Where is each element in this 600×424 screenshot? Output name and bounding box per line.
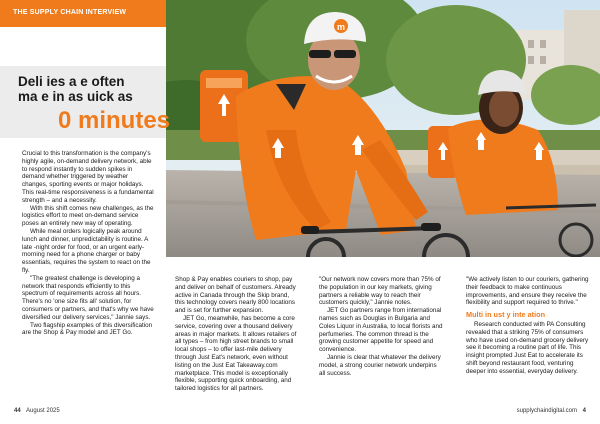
article-column-4 <box>466 276 590 376</box>
issue-date: August 2025 <box>26 408 60 414</box>
article-column-3 <box>319 276 443 377</box>
paragraph: Shop & Pay enables couriers to shop, pay and deliver on behalf of customers. Already active in Canada through the Skip brand, this technology covers nearly 800 locations and is set for further expansion. <box>175 276 296 315</box>
headline-line-2: ma e in as uick as <box>18 89 133 104</box>
section-subhead: Multi in ust y inte ation <box>466 310 546 320</box>
section-label: THE SUPPLY CHAIN INTERVIEW <box>13 9 127 16</box>
paragraph: JET Go, meanwhile, has become a core service, covering over a thousand delivery areas in major markets. It allows retailers of all types – from high street brands to small local shops – to offer last-mile delivery through Just Eat's network, even without listing on the Just Eat Takeaway.com marketplace. This model is exceptionally flexible, supporting quick onboarding, and tailored logistics for all partners. <box>175 314 297 393</box>
headline <box>18 74 168 104</box>
page-number-left: 44 <box>14 408 21 414</box>
paragraph: Crucial to this transformation is the company's highly agile, on-demand delivery network, able to respond instantly to sudden spikes in demand whether triggered by weather changes, sporting events or major holidays. This real-time responsiveness is a fundamental strength – and a necessity. <box>22 150 154 204</box>
paragraph: While meal orders logically peak around lunch and dinner, unpredictability is routine. A late -night order for food, or an urgent early-morning need for a phone charger or baby essentials, requires the system to react on the fly. <box>22 227 151 274</box>
helmet-logo: m <box>337 22 346 32</box>
paragraph: Two flagship examples of this diversification are the Shop & Pay model and JET Go. <box>22 321 153 337</box>
article-column-2 <box>175 276 299 393</box>
footer-left <box>14 408 60 414</box>
paragraph: Jannie is clear that whatever the delivery model, a strong courier network underpins all success. <box>319 353 441 377</box>
paragraph: JET Go partners range from international names such as Douglas in Bulgaria and Coles Liquor in Australia, to local florists and perfumeries. The common thread is the growing customer appetite for speed and convenience. <box>319 307 443 354</box>
paragraph: With this shift comes new challenges, as the logistics effort to meet on-demand service poses an entirely new way of operating. <box>22 204 154 228</box>
paragraph: "The greatest challenge is developing a network that responds efficiently to this spectrum of requirements across all hours. There's no 'one size fits all' solution, for consumers or partners, and that's why we have diversified our delivery services," Jannie says. <box>22 274 154 321</box>
couriers-photo <box>166 0 600 257</box>
article-column-1 <box>22 150 154 337</box>
paragraph: "We actively listen to our couriers, gathering their feedback to make continuous improvements, and ensure they receive the flexibility and support required to thrive." <box>466 276 589 307</box>
page-number-right: 4 <box>582 408 586 414</box>
paragraph: "Our network now covers more than 75% of the population in our key markets, giving partners a reliable way to reach their customers quickly," Jannie notes. <box>319 276 441 307</box>
site-url: supplychaindigital.com <box>516 408 577 414</box>
footer-right <box>517 408 586 414</box>
paragraph: Research conducted with PA Consulting revealed that a striking 75% of consumers who have used on-demand grocery delivery see it becoming a routine part of life. This insight prompted Just Eat to accelerate its shift beyond restaurant food, venturing deeper into essential, everyday delivery. <box>466 320 589 375</box>
section-banner <box>0 0 166 27</box>
headline-line-1: Deli ies a e often <box>18 74 125 89</box>
headline-highlight: 0 minutes <box>58 107 171 134</box>
